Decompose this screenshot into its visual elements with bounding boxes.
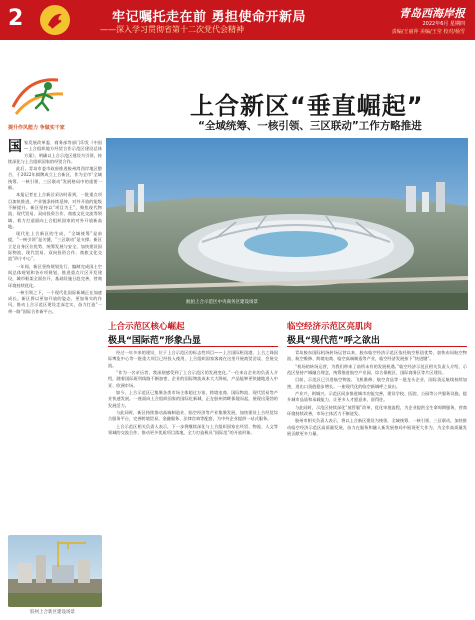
section-right-paragraph: 与此同时，示范区持续深化“放管服”改革，优化审批流程，为企业提供全生命周期服务，营商环境持续改善，市场主体活力不断迸发。 [287, 404, 467, 417]
section-right-rule [287, 346, 467, 347]
article-subtitle: “全域统筹、一核引领、三区联动”工作方略推进 [198, 120, 422, 132]
section-right-title: 极具“现代范”呼之欲出 [287, 336, 380, 346]
article-title: 上合新区“垂直崛起” [190, 92, 424, 120]
construction-photo [8, 535, 102, 607]
main-photo-caption: 航拍上合示范区中央商务区建设场景 [186, 300, 258, 305]
left-paragraph: 此后，青岛市委市政府推进胶州湾西岸地区整合，于2022年揭牌成立上合新区，作为全市“全域统筹、一核引领、三区联动”发展格局中的重要一极。 [8, 166, 102, 191]
section-left-paragraph: 与此同时，新区持续推动高端制造业、临空经济等产业集聚发展，加快建设上合经贸综合服务平台，完善跨境贸易、金融服务、法律咨询等配套，为中外企业提供一站式服务。 [108, 410, 278, 422]
section-left-paragraph: “作为一名亲历者，我深刻感受到了上合示范区的发展变化。”一位来自企业的负责人介绍，随着国际班列线路不断加密，企业的国际物流成本大大降低，产品能够更快捷地进入中亚、欧洲市场。 [108, 370, 278, 388]
section-left-kicker: 上合示范区核心崛起 [108, 322, 185, 332]
section-left-body [108, 350, 278, 437]
section-left-title: 极具“国际范”形象凸显 [108, 336, 201, 346]
aerial-photo [106, 138, 468, 310]
section-left-paragraph: 上合示范区相关负责人表示，下一步将继续深化与上合组织国家在经贸、物流、人文等领域的交流合作，推动更多优质项目落地，全力打造极具“国际范”的开放形象。 [108, 423, 278, 436]
section-right-paragraph: “机场的转场运营，为我们带来了前所未有的发展机遇。”临空经济示范区相关负责人介绍，示范区坚持产城融合理念，统筹推进航空产业园、综合保税区、国际商务区等片区建设。 [287, 363, 467, 376]
left-column-text [8, 140, 102, 316]
left-paragraph: 一年间，新区坚持规划先行，编制完成国土空间总体规划和各专项规划，推进重点片区开发建设，城市框架全面拉开，基础设施日趋完善，营商环境持续优化。 [8, 263, 102, 288]
masthead-subheadline: ——深入学习贯彻省第十二次党代会精神 [100, 25, 244, 34]
deco-slogan: 提升作风能力 争做实干家 [8, 125, 65, 131]
masthead-headline: 牢记嘱托走在前 勇担使命开新局 [112, 10, 307, 25]
paper-editors: 责编/王丽萍 美编/王莹 校对/杨雪 [391, 29, 465, 35]
section-right-paragraph: 产业兴，则城兴。示范区同步推进城市功能完善，建设学校、医院、公园等公共服务设施，提升城市品质和承载能力，让更多人才愿意来、留得住。 [287, 391, 467, 403]
section-left-paragraph: 如今，上合示范区已集聚各类市场主体超过万家，跨境电商、国际物流、现代贸易等产业快速发展。一座面向上合组织国家的国际化新城，正在胶州湾畔拔地而起，展现出蓬勃的发展活力。 [108, 390, 278, 408]
section-right-paragraph: 目前，示范区已引进航空物流、飞机维修、航空食品等一批龙头企业，国际货运航线持续加密，进出口货值稳步增长。一座现代化的临空新城呼之欲出。 [287, 377, 467, 389]
masthead [0, 0, 475, 40]
left-paragraph: 一核引领之下，一个现代化国际新城正在加速成长。新区将以更加开放的姿态、更加务实的作风，推动上合示范区建设走深走实，奋力打造“一带一路”国际合作新平台。 [8, 289, 102, 314]
paper-name: 青岛西海岸报 [399, 7, 465, 20]
section-right-body [287, 350, 467, 438]
left-paragraph: 家发展改革委、商务部等部门印发《中国—上合组织地方经贸合作示范区建设总体方案》，明确以上合示范区建设为引领，持续深化与上合组织国家的经贸合作。 [8, 140, 102, 164]
runner-illustration-icon [8, 72, 68, 122]
section-right-paragraph: 胶州市相关负责人表示，将以上合新区建设为统领，全域统筹、一核引领、三区联动，加快推动临空经济示范区高质量发展，奋力在服务和融入新发展格局中展现更大作为，为全市高质量发展贡献更多力量。 [287, 418, 467, 437]
small-photo-caption: 胶州上合新区建设场景 [30, 610, 75, 615]
party-emblem-icon [40, 5, 70, 35]
paper-date: 2022年6月 星期四 [422, 21, 465, 27]
section-right-kicker: 临空经济示范区亮肌肉 [287, 322, 373, 332]
left-paragraph: 本报记者在上合新区采访时看到，一批重点项目加快推进，产业链条持续延伸，对外开放的能级不断提升。新区坚持以“项目为王”，聚焦现代物流、现代贸易、双向投资合作、商旅文化交流等领域，着力打造面向上合组织国家的对外开放新高地。 [8, 192, 102, 229]
section-right-paragraph: 青岛胶东国际机场转场运营以来，胶东临空经济示范区依托航空枢纽优势，加快布局航空物流、航空维修、跨境电商、临空高端制造等产业，临空经济发展按下“快进键”。 [287, 350, 467, 362]
page-number: 2 [8, 6, 24, 31]
section-left-paragraph: 经过一年多来的建设，位于上合示范区的标志性项目——上合国际枢纽港、上合之珠国际博览中心等一批重大项目已经投入使用，上合组织国家客商在这里开展商贸洽谈、会展交流。 [108, 350, 278, 368]
drop-cap: 国 [8, 139, 22, 155]
left-paragraph: 现代化上合新区的生成，“全域统筹”是前提，“一核引领”是关键，“三区联动”是支撑。新区立足自身区位优势，统筹发展与安全，加快建设国际物流、现代贸易、双向投资合作、商旅文化交流“四个中心”。 [8, 231, 102, 262]
section-left-rule [108, 346, 278, 347]
